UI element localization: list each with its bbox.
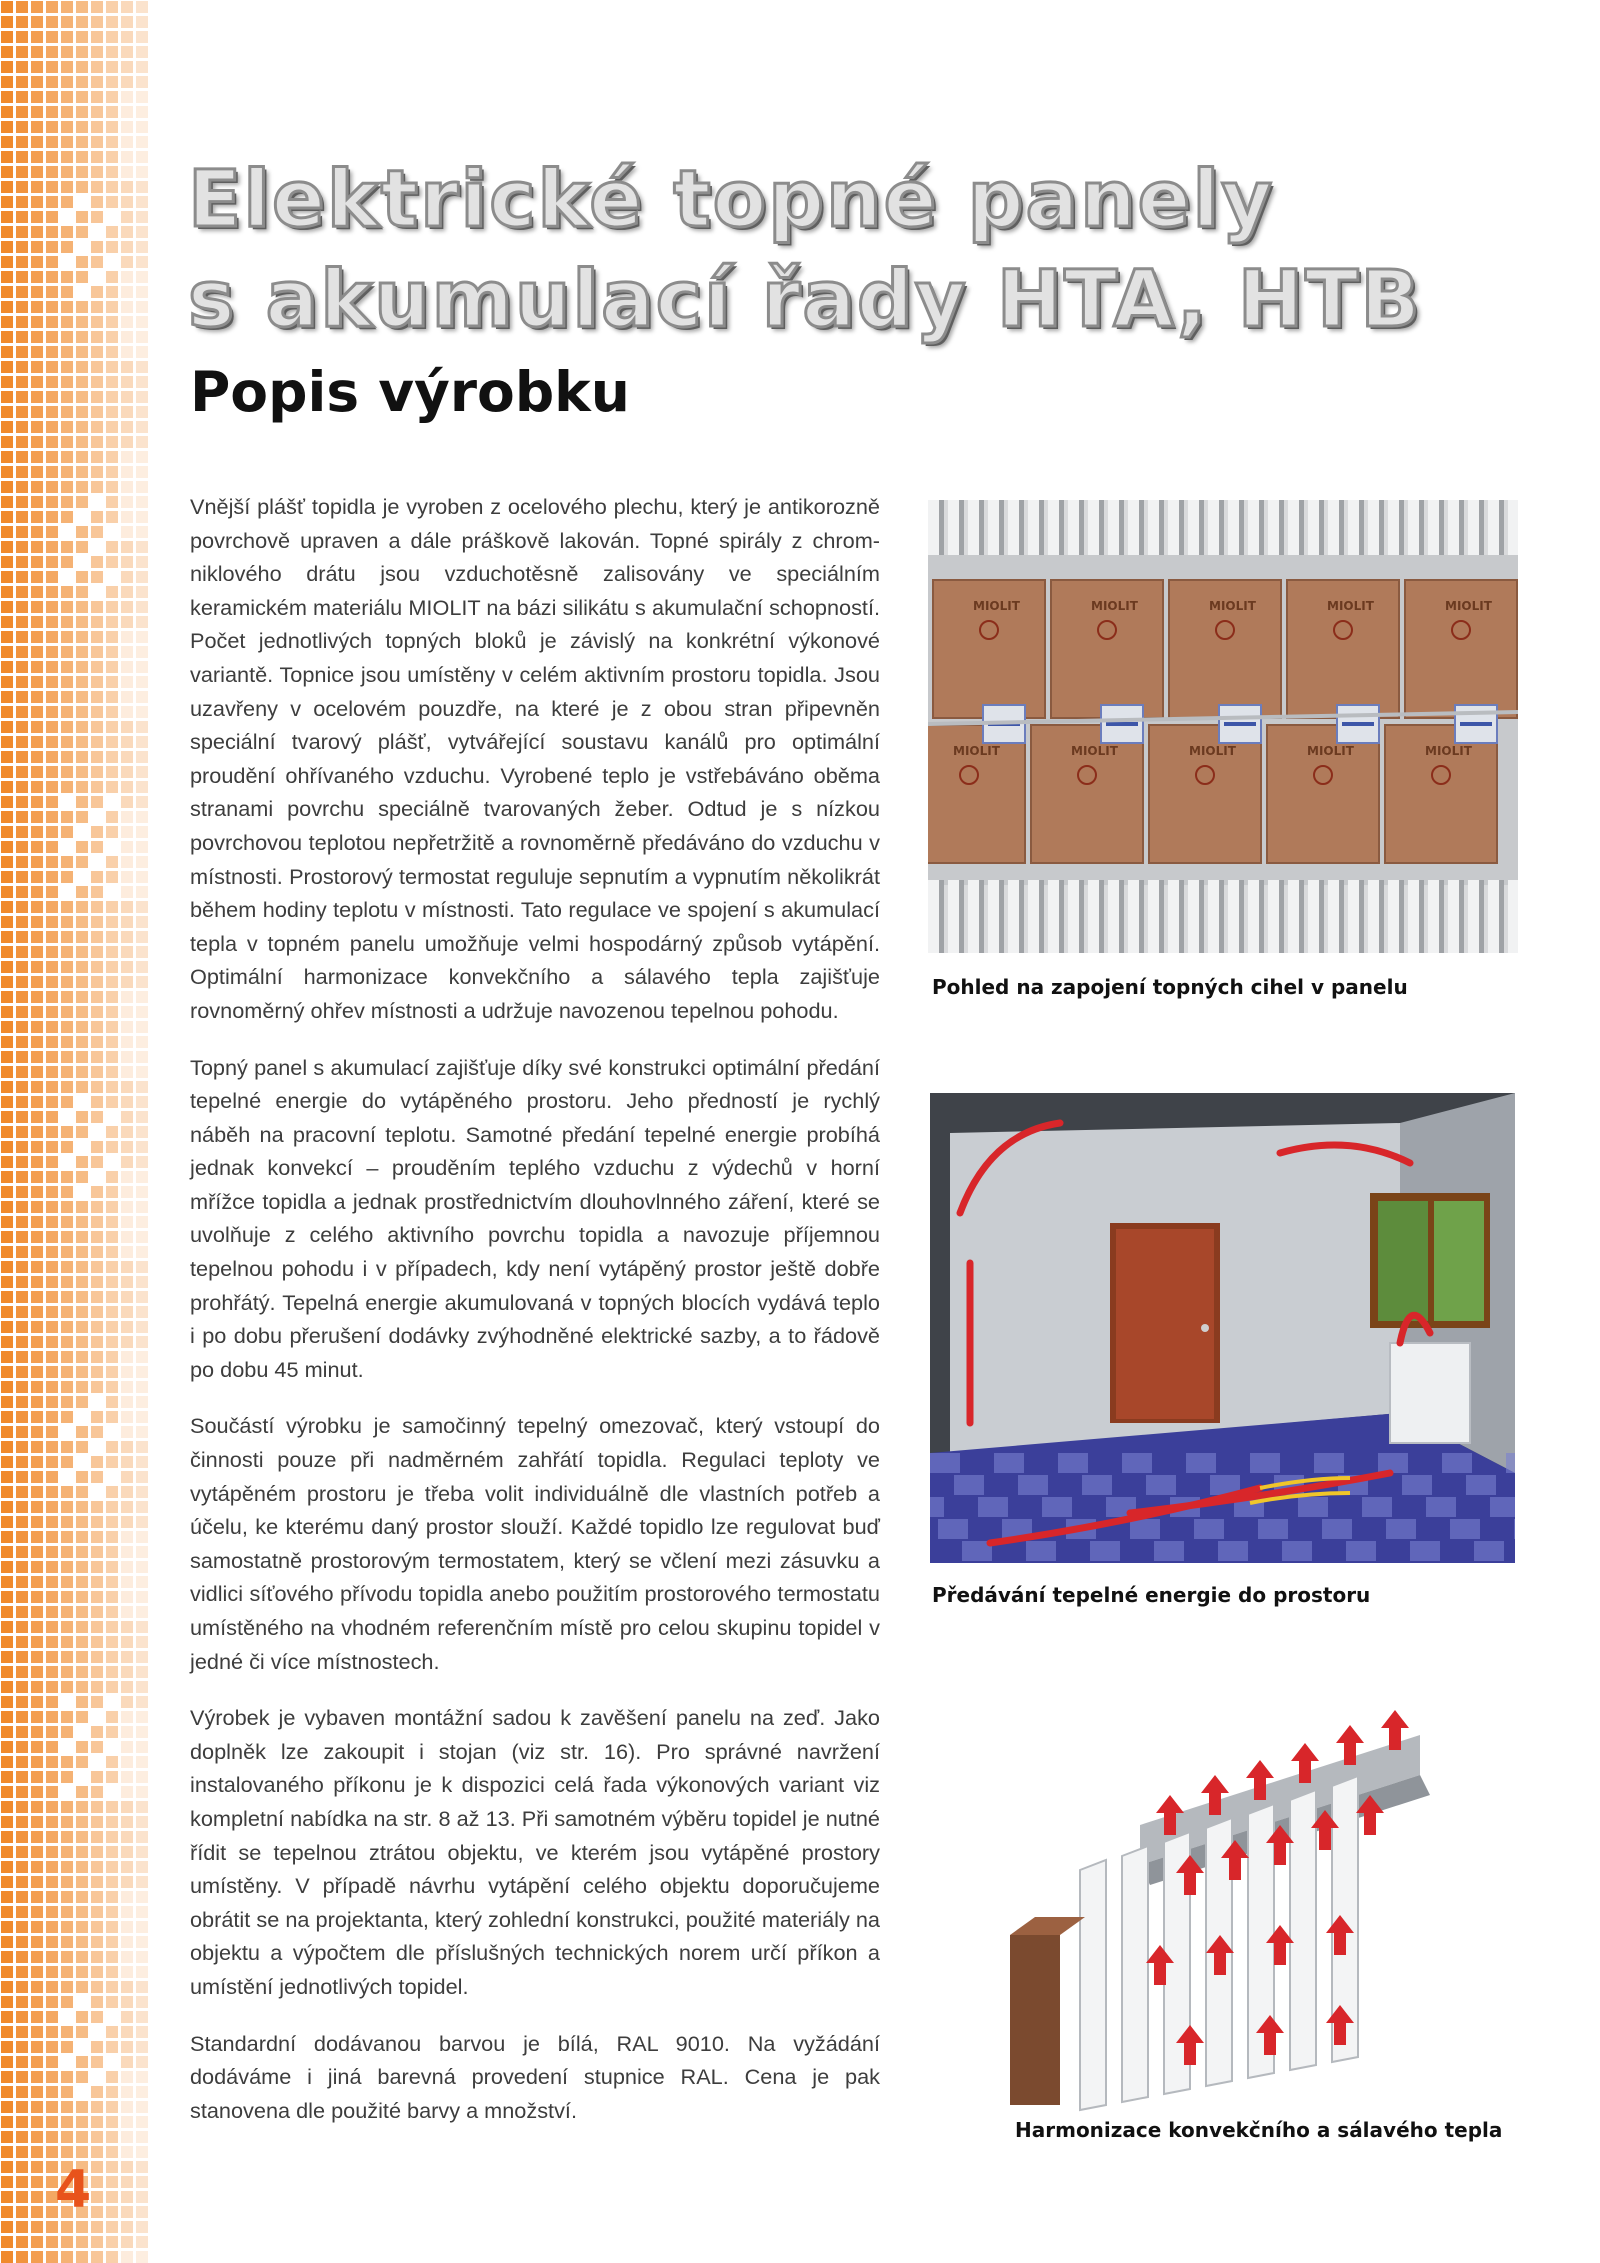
svg-text:MIOLIT: MIOLIT [1445, 599, 1492, 613]
svg-text:MIOLIT: MIOLIT [1189, 744, 1236, 758]
decorative-side-pattern [0, 0, 150, 2263]
svg-text:MIOLIT: MIOLIT [1209, 599, 1256, 613]
figure-caption-3: Harmonizace konvekčního a sálavého tepla [1015, 2118, 1503, 2142]
paragraph: Vnější plášť topidla je vyroben z ocelového plechu, který je antikorozně povrchově upraven a dále práškově lakován. Topné spirály z chrom-niklového drátu jsou vzduchotěsně zalisovány ve speciálním keramickém materiálu MIOLIT na bázi silikátu s akumulační schopností. Počet jednotlivých topných bloků je závislý na konkrétní výkonové variantě. Topnice jsou umístěny v celém aktivním prostoru topidla. Jsou uzavřeny v ocelovém pouzdře, na které je z obou stran připevněn speciální tvarový plášť, vytvářející soustavu kanálů pro optimální proudění ohřívaného vzduchu. Vyrobené teplo je vstřebáváno oběma stranami povrchu speciálně tvarovaných žeber. Odtud je s nízkou povrchovou teplotou nepřetržitě a rovnoměrně předáváno do vzduchu v místnosti. Prostorový termostat reguluje sepnutím a vypnutím několikrát během hodiny teplotu v místnosti. Tato regulace ve spojení s akumulací tepla v topném panelu umožňuje velmi hospodárný způsob vytápění. Optimální harmonizace konvekčního a sálavého tepla zajišťuje rovnoměrný ohřev místnosti a udržuje navozenou tepelnou pohodu. [190, 494, 880, 1023]
svg-text:MIOLIT: MIOLIT [1091, 599, 1138, 613]
paragraph: Součástí výrobku je samočinný tepelný omezovač, který vstoupí do činnosti pouze při nadměrném zahřátí topidla. Regulaci teploty ve vytápěném prostoru je třeba volit individuálně dle vlastních potřeb a účelu, ke kterému daný prostor slouží. Každé topidlo lze regulovat buď samostatně prostorovým termostatem, který se včlení mezi zásuvku a vidlici síťového přívodu topidla anebo použitím prostorového termostatu umístěného na vhodném referenčním místě pro celou skupinu topidel v jedné či více místnostech. [190, 1413, 880, 1674]
heater-convection-illustration [990, 1655, 1430, 2115]
heater-bricks-photo [928, 500, 1518, 953]
section-subtitle: Popis výrobku [190, 360, 630, 424]
page-number: 4 [55, 2160, 92, 2220]
svg-text:MIOLIT: MIOLIT [1071, 744, 1118, 758]
wall-brick [1010, 1935, 1060, 2105]
paragraph: Topný panel s akumulací zajišťuje díky své konstrukci optimální předání tepelné energie do vytápěného prostoru. Jeho předností je rychlý náběh na pracovní teplotu. Samotné předání tepelné energie probíhá jednak konvekcí – prouděním teplého vzduchu z výdechů v horní mřížce topidla a jednak prostřednictvím dlouhovlnného záření, které se uvolňuje z celého aktivního povrchu topidla a navozuje příjemnou tepelnou pohodu i v případech, kdy není vytápěný prostor ještě dobře prohřátý. Tepelná energie akumulovaná v topných blocích vydává teplo i po dobu přerušení dodávky zvýhodněné elektrické sazby, a to řádově po dobu 45 minut. [190, 1054, 880, 1382]
paragraph: Standardní dodávanou barvou je bílá, RAL 9010. Na vyžádání dodáváme i jiná barevná provedení stupnice RAL. Cena je pak stanovena dle použité barvy a množství. [190, 2030, 880, 2123]
svg-text:MIOLIT: MIOLIT [973, 599, 1020, 613]
figure-caption-1: Pohled na zapojení topných cihel v panelu [932, 975, 1408, 999]
svg-text:MIOLIT: MIOLIT [1327, 599, 1374, 613]
title-line-1: Elektrické topné panely [188, 155, 1275, 245]
heater-small [1390, 1343, 1470, 1443]
title-line-2: s akumulací řady HTA, HTB [188, 255, 1422, 345]
page-title [188, 150, 1422, 350]
svg-text:MIOLIT: MIOLIT [1307, 744, 1354, 758]
room-heat-illustration [930, 1093, 1515, 1563]
body-text [190, 490, 880, 2150]
figure-caption-2: Předávání tepelné energie do prostoru [932, 1583, 1371, 1607]
svg-text:MIOLIT: MIOLIT [1425, 744, 1472, 758]
paragraph: Výrobek je vybaven montážní sadou k zavěšení panelu na zeď. Jako doplněk lze zakoupit i stojan (viz str. 16). Pro správné navržení instalovaného příkonu je k dispozici celá řada výkonových variant viz kompletní nabídka na str. 8 až 13. Při samotném výběru topidel je nutné řídit se tepelnou ztrátou objektu, ve kterém jsou vytápěné prostory umístěny. V případě návrhu vytápění celého objektu doporučujeme obrátit se na projektanta, který zohlední konstrukci, použité materiály na objektu a výpočtem dle příslušných technických norem určí příkon a umístění jednotlivých topidel. [190, 1705, 880, 1999]
svg-text:MIOLIT: MIOLIT [953, 744, 1000, 758]
